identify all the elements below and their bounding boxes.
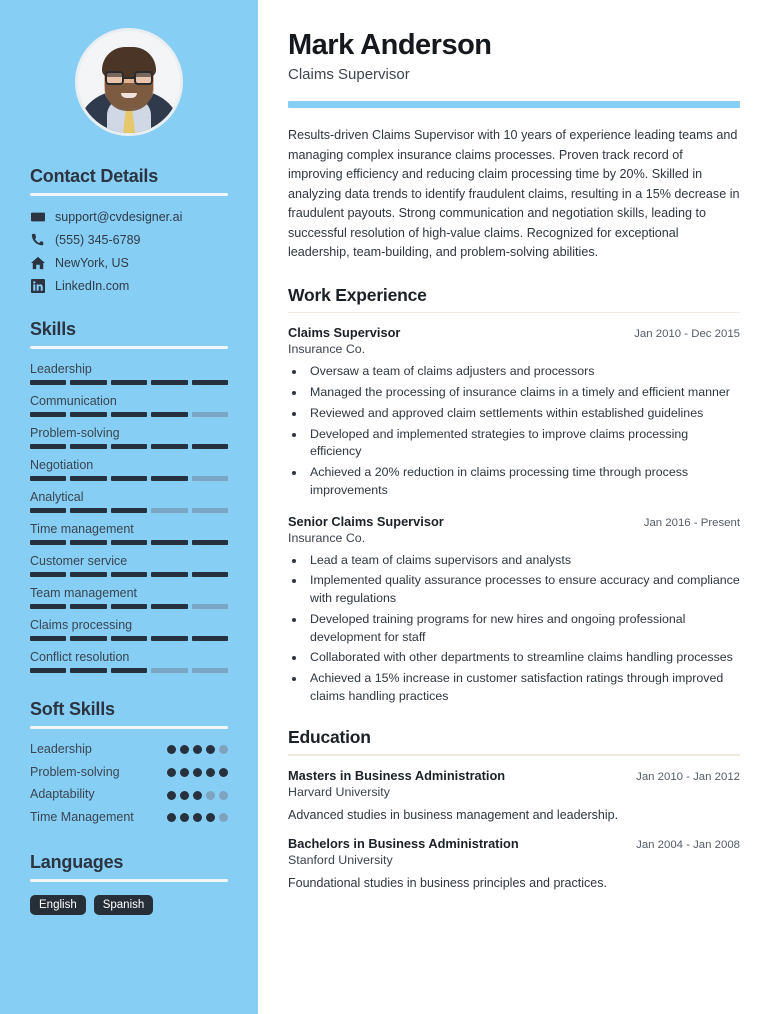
soft-skill-dot bbox=[206, 791, 215, 800]
soft-skill-rating bbox=[167, 791, 228, 800]
soft-skill-label: Leadership bbox=[30, 742, 92, 756]
skill-level-bar bbox=[30, 540, 228, 545]
skill-segment bbox=[151, 540, 187, 545]
skill-segment bbox=[151, 668, 187, 673]
work-bullet: • Lead a team of claims supervisors and analysts bbox=[306, 552, 740, 570]
contact-item-value: support@cvdesigner.ai bbox=[55, 209, 183, 224]
skill-segment bbox=[111, 476, 147, 481]
skill-level-bar bbox=[30, 380, 228, 385]
skill-segment bbox=[111, 636, 147, 641]
skill-segment bbox=[30, 636, 66, 641]
education-entry-date: Jan 2010 - Jan 2012 bbox=[636, 770, 740, 783]
soft-skill-dot bbox=[180, 791, 189, 800]
skill-segment bbox=[70, 412, 106, 417]
work-entry-date: Jan 2010 - Dec 2015 bbox=[634, 328, 740, 341]
soft-skill-dot bbox=[206, 813, 215, 822]
skill-segment bbox=[151, 476, 187, 481]
contact-details-heading: Contact Details bbox=[30, 166, 159, 186]
soft-skill-dot bbox=[167, 768, 176, 777]
soft-skill-rating bbox=[167, 745, 228, 754]
skill-segment bbox=[70, 604, 106, 609]
accent-bar bbox=[288, 101, 740, 108]
sidebar bbox=[0, 0, 258, 1014]
skill-segment bbox=[30, 508, 66, 513]
skill-segment bbox=[111, 572, 147, 577]
education-section bbox=[288, 727, 740, 890]
soft-skill-dot bbox=[180, 745, 189, 754]
education-entry-date: Jan 2004 - Jan 2008 bbox=[636, 838, 740, 851]
skill-item bbox=[30, 490, 228, 513]
skill-label: Negotiation bbox=[30, 458, 94, 472]
work-entry-date: Jan 2016 - Present bbox=[643, 516, 740, 529]
soft-skill-dot bbox=[193, 745, 202, 754]
education-entry-description: Advanced studies in business management and leadership. bbox=[288, 807, 619, 822]
work-bullet: • Collaborated with other departments to streamline claims handling processes bbox=[306, 649, 740, 667]
candidate-name: Mark Anderson bbox=[288, 29, 492, 61]
contact-item[interactable] bbox=[30, 232, 228, 247]
contact-item[interactable] bbox=[30, 278, 228, 293]
skill-segment bbox=[70, 636, 106, 641]
education-entry bbox=[288, 836, 740, 890]
soft-skill-dot bbox=[167, 745, 176, 754]
language-chip[interactable]: English bbox=[30, 895, 86, 915]
work-bullet: • Reviewed and approved claim settlements within established guidelines bbox=[306, 405, 740, 423]
education-entry-description: Foundational studies in business principles and practices. bbox=[288, 875, 607, 890]
soft-skill-label: Problem-solving bbox=[30, 764, 120, 779]
skill-item bbox=[30, 650, 228, 673]
skill-item bbox=[30, 522, 228, 545]
language-chip[interactable]: Spanish bbox=[94, 895, 154, 915]
soft-skill-dot bbox=[206, 768, 215, 777]
skill-segment bbox=[192, 572, 228, 577]
skill-label: Analytical bbox=[30, 490, 84, 504]
skill-segment bbox=[151, 636, 187, 641]
education-heading: Education bbox=[288, 727, 371, 748]
soft-skill-dot bbox=[193, 813, 202, 822]
skill-segment bbox=[192, 604, 228, 609]
contact-item[interactable] bbox=[30, 255, 228, 270]
skill-segment bbox=[192, 508, 228, 513]
skill-segment bbox=[70, 380, 106, 385]
soft-skill-dot bbox=[219, 791, 228, 800]
skill-segment bbox=[151, 508, 187, 513]
skill-item bbox=[30, 362, 228, 385]
skill-item bbox=[30, 554, 228, 577]
education-entry-institution: Harvard University bbox=[288, 784, 390, 799]
contact-item-value: LinkedIn.com bbox=[55, 278, 130, 293]
avatar bbox=[75, 28, 183, 136]
skill-segment bbox=[111, 604, 147, 609]
skill-level-bar bbox=[30, 604, 228, 609]
languages-heading: Languages bbox=[30, 851, 124, 872]
soft-skill-dot bbox=[167, 791, 176, 800]
work-entry-organization: Insurance Co. bbox=[288, 530, 366, 545]
soft-skills-section bbox=[30, 699, 228, 826]
work-experience-section bbox=[288, 285, 740, 706]
education-divider bbox=[288, 754, 740, 756]
soft-skills-divider bbox=[30, 726, 228, 729]
skill-segment bbox=[111, 380, 147, 385]
skill-level-bar bbox=[30, 668, 228, 673]
soft-skill-rating bbox=[167, 813, 228, 822]
main-content bbox=[258, 0, 768, 1014]
skill-segment bbox=[192, 412, 228, 417]
skill-item bbox=[30, 458, 228, 481]
professional-summary: Results-driven Claims Supervisor with 10 years of experience leading teams and managing complex insurance claims processes. Proven track record of improving efficiency and reducing claim processing time by 20%. Skilled in analyzing data trends to identify fraudulent claims, resulting in a 15% decrease in fraudulent payouts. Strong communication and negotiation skills, leading to successful resolution of high-value claims. Recognized for exceptional leadership, team-building, and problem-solving abilities. bbox=[288, 128, 740, 260]
soft-skill-item bbox=[30, 742, 228, 758]
skill-segment bbox=[70, 668, 106, 673]
languages-section bbox=[30, 852, 228, 915]
skill-segment bbox=[111, 444, 147, 449]
skill-label: Customer service bbox=[30, 554, 128, 568]
skill-segment bbox=[151, 572, 187, 577]
education-entry-institution: Stanford University bbox=[288, 852, 393, 867]
skill-segment bbox=[192, 444, 228, 449]
education-entry bbox=[288, 768, 740, 822]
soft-skill-item bbox=[30, 787, 228, 803]
skill-segment bbox=[151, 604, 187, 609]
soft-skill-label: Adaptability bbox=[30, 787, 95, 802]
soft-skill-item bbox=[30, 810, 228, 826]
education-entry-header bbox=[288, 836, 740, 851]
skill-label: Problem-solving bbox=[30, 426, 120, 440]
soft-skill-item bbox=[30, 765, 228, 781]
skill-segment bbox=[30, 476, 66, 481]
work-entry bbox=[288, 514, 740, 706]
soft-skill-dot bbox=[219, 768, 228, 777]
skill-segment bbox=[151, 444, 187, 449]
soft-skill-dot bbox=[180, 813, 189, 822]
skill-level-bar bbox=[30, 444, 228, 449]
skill-label: Team management bbox=[30, 586, 138, 600]
work-bullet: • Achieved a 20% reduction in claims processing time through process improvements bbox=[306, 464, 740, 499]
skill-segment bbox=[70, 508, 106, 513]
contact-item[interactable] bbox=[30, 209, 228, 224]
skill-segment bbox=[192, 540, 228, 545]
skill-item bbox=[30, 586, 228, 609]
soft-skill-dot bbox=[167, 813, 176, 822]
skill-label: Claims processing bbox=[30, 618, 133, 632]
skill-segment bbox=[192, 668, 228, 673]
work-entry bbox=[288, 325, 740, 499]
soft-skill-dot bbox=[219, 745, 228, 754]
home-icon bbox=[30, 255, 45, 270]
skill-label: Conflict resolution bbox=[30, 650, 130, 664]
work-entry-bullets bbox=[306, 363, 740, 499]
skill-segment bbox=[30, 380, 66, 385]
skill-segment bbox=[70, 540, 106, 545]
skill-segment bbox=[30, 604, 66, 609]
skill-segment bbox=[70, 572, 106, 577]
skill-level-bar bbox=[30, 508, 228, 513]
skill-segment bbox=[111, 668, 147, 673]
skills-section bbox=[30, 319, 228, 673]
skills-heading: Skills bbox=[30, 319, 76, 339]
skill-level-bar bbox=[30, 412, 228, 417]
skill-label: Time management bbox=[30, 522, 134, 536]
skill-segment bbox=[111, 540, 147, 545]
phone-icon bbox=[30, 232, 45, 247]
contact-details-section bbox=[30, 166, 228, 293]
envelope-icon bbox=[30, 209, 45, 224]
skill-segment bbox=[192, 636, 228, 641]
skill-label: Communication bbox=[30, 394, 117, 408]
skill-segment bbox=[192, 380, 228, 385]
skill-item bbox=[30, 394, 228, 417]
work-entry-organization: Insurance Co. bbox=[288, 342, 366, 357]
work-entry-header bbox=[288, 325, 740, 340]
skill-label: Leadership bbox=[30, 362, 92, 376]
soft-skills-heading: Soft Skills bbox=[30, 699, 115, 719]
skill-segment bbox=[30, 668, 66, 673]
education-entry-header bbox=[288, 768, 740, 783]
skill-segment bbox=[30, 444, 66, 449]
contact-item-value: NewYork, US bbox=[55, 255, 129, 270]
soft-skill-dot bbox=[180, 768, 189, 777]
work-experience-divider bbox=[288, 312, 740, 314]
soft-skill-dot bbox=[206, 745, 215, 754]
work-bullet: • Developed training programs for new hires and ongoing professional development for staff bbox=[306, 611, 740, 646]
skill-segment bbox=[30, 412, 66, 417]
skill-segment bbox=[111, 412, 147, 417]
skill-level-bar bbox=[30, 476, 228, 481]
soft-skill-rating bbox=[167, 768, 228, 777]
work-bullet: • Achieved a 15% increase in customer satisfaction ratings through improved claims handling practices bbox=[306, 670, 740, 705]
skill-item bbox=[30, 618, 228, 641]
work-entry-title: Senior Claims Supervisor bbox=[288, 513, 444, 529]
skill-segment bbox=[70, 444, 106, 449]
soft-skill-dot bbox=[193, 791, 202, 800]
contact-item-value: (555) 345-6789 bbox=[55, 232, 141, 247]
skill-segment bbox=[111, 508, 147, 513]
work-experience-heading: Work Experience bbox=[288, 284, 427, 305]
skills-divider bbox=[30, 346, 228, 349]
education-entry-title: Bachelors in Business Administration bbox=[288, 835, 519, 851]
work-bullet: • Developed and implemented strategies to improve claims processing efficiency bbox=[306, 426, 740, 461]
skill-level-bar bbox=[30, 636, 228, 641]
skill-segment bbox=[30, 540, 66, 545]
avatar-container bbox=[30, 28, 228, 136]
skill-segment bbox=[151, 380, 187, 385]
work-bullet: • Managed the processing of insurance claims in a timely and efficient manner bbox=[306, 384, 740, 402]
linkedin-icon bbox=[30, 278, 45, 293]
work-bullet: • Oversaw a team of claims adjusters and processors bbox=[306, 363, 740, 381]
skill-segment bbox=[70, 476, 106, 481]
work-entry-bullets bbox=[306, 552, 740, 706]
skill-segment bbox=[151, 412, 187, 417]
soft-skill-label: Time Management bbox=[30, 809, 134, 824]
soft-skill-dot bbox=[219, 813, 228, 822]
skill-level-bar bbox=[30, 572, 228, 577]
work-bullet: • Implemented quality assurance processes to ensure accuracy and compliance with regulations bbox=[306, 572, 740, 607]
contact-divider bbox=[30, 193, 228, 196]
soft-skill-dot bbox=[193, 768, 202, 777]
skill-segment bbox=[192, 476, 228, 481]
work-entry-header bbox=[288, 514, 740, 529]
skill-segment bbox=[30, 572, 66, 577]
work-entry-title: Claims Supervisor bbox=[288, 325, 401, 341]
education-entry-title: Masters in Business Administration bbox=[288, 767, 506, 783]
languages-divider bbox=[30, 879, 228, 882]
candidate-role: Claims Supervisor bbox=[288, 66, 410, 84]
skill-item bbox=[30, 426, 228, 449]
